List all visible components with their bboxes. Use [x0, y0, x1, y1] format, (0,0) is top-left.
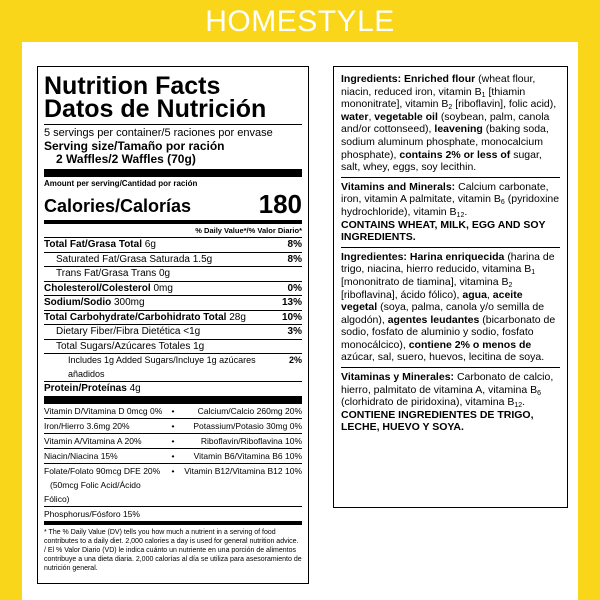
nutrient-row-saturated-fat: Saturated Fat/Grasa Saturada 1.5g 8%: [44, 252, 302, 267]
calories-label: Calories/Calorías: [44, 196, 192, 216]
vitamin-row: Iron/Hierro 3.6mg 20% • Potassium/Potasio 30mg 0%: [44, 418, 302, 433]
nutrient-row-total-fat: Total Fat/Grasa Total 6g 8%: [44, 239, 302, 250]
calories-row: [44, 189, 302, 217]
ingredients-panel: [333, 66, 568, 508]
nutrient-row-cholesterol: Cholesterol/Colesterol 0mg 0%: [44, 282, 302, 294]
vitamin-row: Niacin/Niacina 15% • Vitamin B6/Vitamina B6 10%: [44, 448, 302, 463]
servings-per-container: 5 servings per container/5 raciones por envase: [44, 127, 273, 139]
left-yellow-stripe: [0, 42, 22, 600]
nutrient-row-total-sugars: Total Sugars/Azúcares Totales 1g: [44, 339, 302, 354]
vitamins-minerals-grid: [44, 404, 302, 521]
vitamin-row: Vitamin D/Vitamina D 0mcg 0% • Calcium/Calcio 260mg 20%: [44, 405, 303, 416]
nutrition-title-es: Datos de Nutrición: [44, 95, 267, 123]
serving-size-value: 2 Waffles/2 Waffles (70g): [56, 152, 196, 166]
nutrient-row-sodium: Sodium/Sodio 300mg 13%: [44, 297, 302, 308]
nutrient-row-added-sugars: Includes 1g Added Sugars/Incluye 1g azúcares añadidos 2%: [44, 353, 302, 381]
ingredients-en: Ingredients: Enriched flour (wheat flour, niacin, reduced iron, vitamin $B_1$ [thiamin mononitrate], vitamin $B_2$ [riboflavin], folic acid), water, vegetable oil (soybean, palm, canola and/or cottonseed), leavening (baking soda, sodium aluminum phosphate, monocalcium phosphate), contains 2% or less of sugar, salt, whey, eggs, soy lecithin.: [341, 73, 557, 174]
serving-size-label: Serving size/Tamaño por ración: [44, 139, 225, 153]
nutrient-row-dietary-fiber: Dietary Fiber/Fibra Dietética <1g 3%: [44, 324, 302, 339]
vitamin-row: Folate/Folato 90mcg DFE 20% (50mcg Folic Acid/Ácido Fólico) • Vitamin B12/Vitamina B12 10%: [44, 463, 302, 506]
top-banner: [0, 0, 600, 42]
vitamins-minerals-es: Vitaminas y Minerales: Carbonato de calcio, hierro, palmitato de vitamina A, vitamina $B_6$ (clorhidrato de piridoxina), vitamina $B_{12}$.: [341, 371, 554, 410]
vitamins-minerals-en: Vitamins and Minerals: Calcium carbonate, iron, vitamin A palmitate, vitamin $B_6$ (pyridoxine hydrochloride), vitamin $B_{12}$.: [341, 180, 560, 219]
nutrient-row-trans-fat: Trans Fat/Grasa Trans 0g: [44, 266, 302, 281]
nutrition-title-en: Nutrition Facts: [44, 72, 221, 100]
allergen-statement-en: CONTAINS WHEAT, MILK, EGG AND SOY INGREDIENTS.: [341, 218, 546, 244]
vitamin-row: Vitamin A/Vitamina A 20% • Riboflavin/Riboflavina 10%: [44, 433, 302, 448]
amount-per-serving: Amount per serving/Cantidad por ración: [44, 179, 198, 188]
nutrient-row-protein: Protein/Proteínas 4g: [44, 381, 302, 396]
product-variant-title: HOMESTYLE: [205, 5, 395, 38]
daily-value-footnote: * The % Daily Value (DV) tells you how much a nutrient in a serving of food contributes to a daily diet. 2,000 calories a day is used for general nutrition advice. / El % Valor Diario (VD) le indica cuánto un nutriente en una porción de alimentos contribuye a una dieta diaria. 2,000 calorías al día se utiliza para asesoramiento de nutrición general.: [44, 528, 302, 572]
nutrient-row-total-carbohydrate: Total Carbohydrate/Carbohidrato Total 28g 10%: [44, 311, 302, 323]
nutrition-facts-panel: [37, 66, 309, 584]
right-yellow-stripe: [578, 42, 600, 600]
allergen-statement-es: CONTIENE INGREDIENTES DE TRIGO, LECHE, HUEVO Y SOYA.: [341, 408, 534, 434]
vitamin-row: Phosphorus/Fósforo 15%: [44, 506, 302, 521]
calories-value: 180: [258, 189, 302, 219]
ingredients-es: Ingredientes: Harina enriquecida (harina de trigo, niacina, hierro reducido, vitamina $B_1$ [mononitrato de tiamina], vitamina $B_2$ [riboflavina], ácido fólico), agua, aceite vegetal (soya, palma, canola y/o semilla de algodón), agentes leudantes (bicarbonato de sodio, fosfato de aluminio y sodio, fosfato monocálcico), contiene 2% o menos de azúcar, sal, suero, huevos, lecitina de soya.: [341, 250, 556, 364]
daily-value-header: % Daily Value*/% Valor Diario*: [195, 226, 302, 235]
